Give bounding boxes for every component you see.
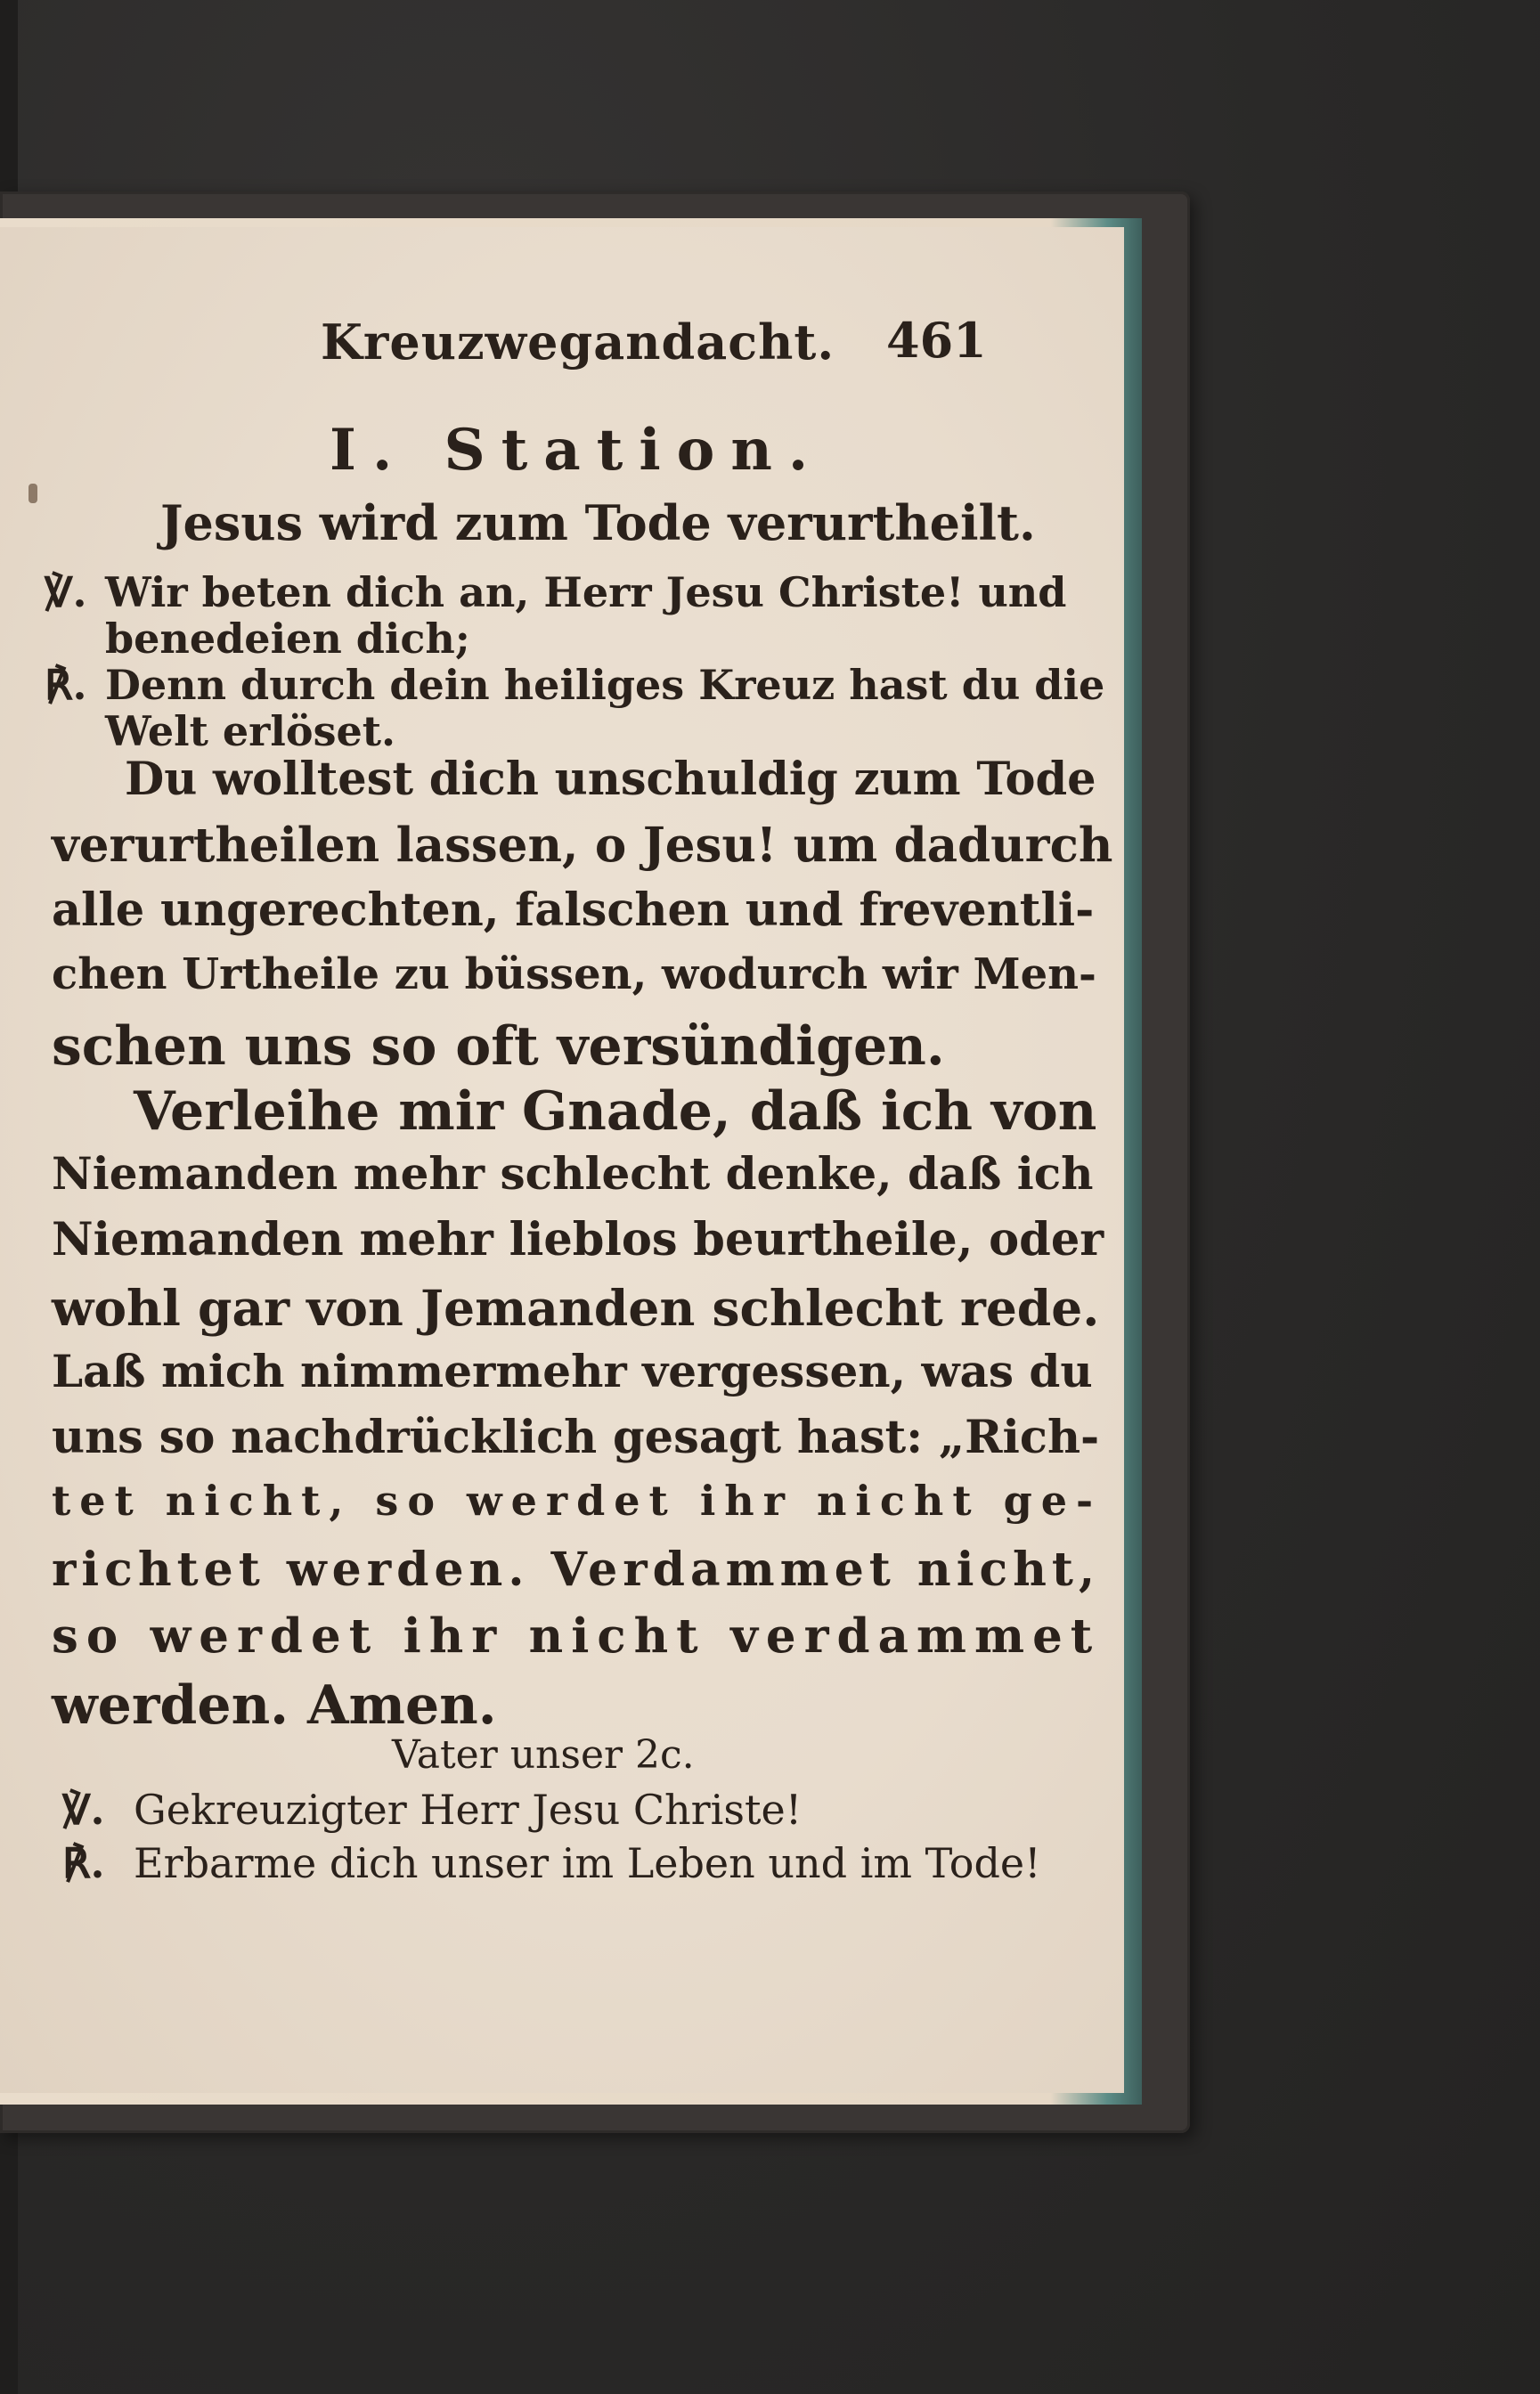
response-line: Denn durch dein heiliges Kreuz hast du die [105, 661, 1105, 709]
paragraph-line: uns so nachdrücklich gesagt hast: „Rich- [52, 1411, 1100, 1464]
ink-smudge [29, 484, 37, 503]
paragraph-line: Du wolltest dich unschuldig zum Tode [125, 753, 1096, 806]
paragraph-line: so werdet ihr nicht verdammet [52, 1608, 1101, 1664]
paragraph-line: werden. Amen. [52, 1674, 497, 1737]
versicle-line: Gekreuzigter Herr Jesu Christe! [134, 1786, 803, 1834]
response-symbol: ℟. [62, 1839, 105, 1887]
paragraph-line: wohl gar von Jemanden schlecht rede. [52, 1279, 1100, 1337]
response-line: Erbarme dich unser im Leben und im Tode! [134, 1839, 1041, 1887]
paragraph-line: schen uns so oft versündigen. [52, 1015, 945, 1078]
paragraph-line: verurtheilen lassen, o Jesu! um dadurch [52, 818, 1113, 873]
versicle-symbol: ℣. [62, 1786, 105, 1834]
paragraph-line: richtet werden. Verdammet nicht, [52, 1543, 1101, 1597]
station-subtitle: Jesus wird zum Tode verurtheilt. [160, 494, 1036, 551]
page-number: 461 [886, 312, 987, 369]
paragraph-line: Verleihe mir Gnade, daß ich von [134, 1080, 1097, 1143]
closing-prayer: Vater unser 2c. [392, 1732, 695, 1778]
paragraph-line: Laß mich nimmermehr vergessen, was du [52, 1345, 1093, 1397]
versicle-line: Wir beten dich an, Herr Jesu Christe! und [105, 568, 1067, 616]
running-header: Kreuzwegandacht. [321, 314, 835, 370]
paragraph-line: tet nicht, so werdet ihr nicht ge- [52, 1477, 1103, 1525]
response-line: Welt erlöset. [105, 707, 395, 755]
paragraph-line: Niemanden mehr schlecht denke, daß ich [52, 1147, 1094, 1200]
station-title: I. Station. [330, 417, 825, 484]
paragraph-line: alle ungerechten, falschen und freventli- [52, 884, 1095, 937]
paragraph-line: Niemanden mehr lieblos beurtheile, oder [52, 1213, 1104, 1266]
paragraph-line: chen Urtheile zu büssen, wodurch wir Men- [52, 949, 1096, 999]
response-symbol: ℟. [45, 661, 87, 709]
versicle-symbol: ℣. [45, 568, 87, 616]
versicle-line: benedeien dich; [105, 615, 470, 663]
